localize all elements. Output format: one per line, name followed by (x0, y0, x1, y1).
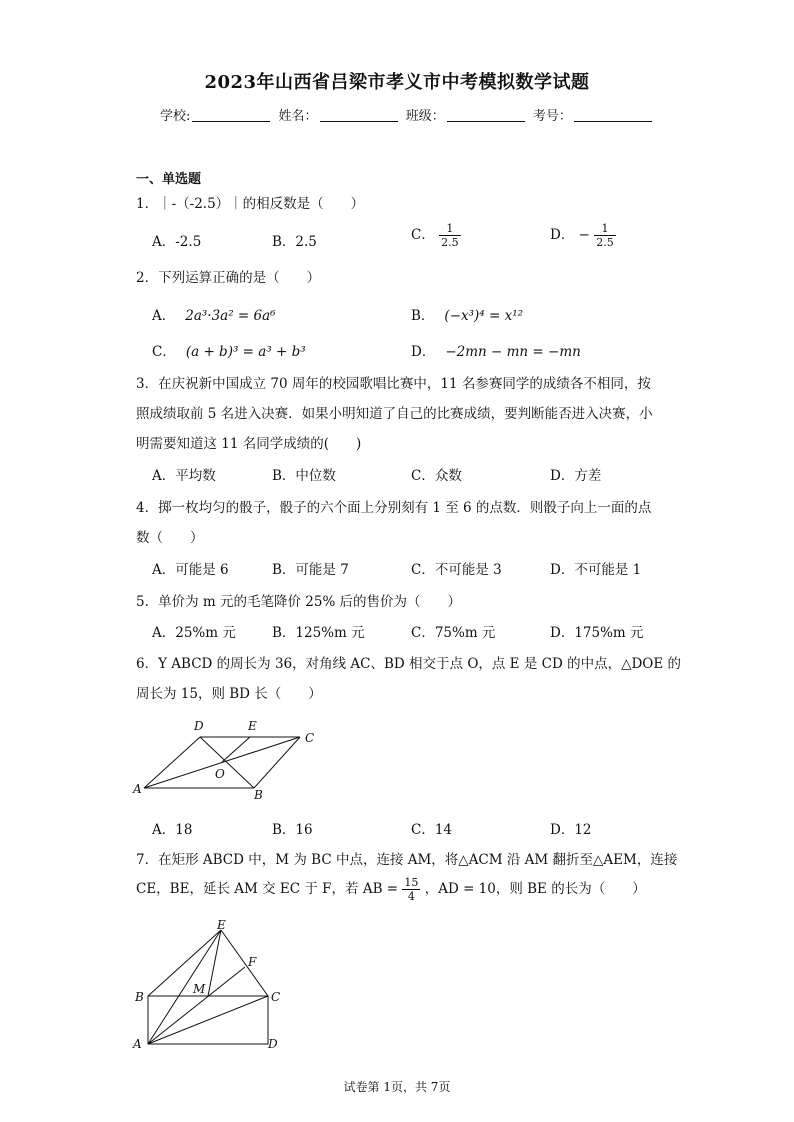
q1-option-c (411, 222, 461, 249)
q1-option-d-fraction (594, 222, 616, 249)
fraction-denominator: 2.5 (596, 236, 614, 249)
q3-line-1: 3．在庆祝新中国成立 70 周年的校园歌唱比赛中，11 名参赛同学的成绩各不相同，按 (136, 376, 651, 392)
name-label: 姓名： (278, 109, 318, 124)
q3-option-d: D．方差 (550, 468, 602, 484)
q4-option-b: B．可能是 7 (272, 562, 349, 578)
number-blank (574, 109, 652, 122)
q2-option-a-expr: 2a³·3a² = 6a⁶ (185, 308, 276, 324)
q3-option-b: B．中位数 (272, 468, 336, 484)
q5-option-b: B．125%m 元 (272, 625, 365, 641)
point-label-e: E (248, 719, 257, 733)
q2-option-b-label: B． (411, 308, 435, 324)
point-label-o: O (215, 767, 225, 781)
q5-option-a: A．25%m 元 (152, 625, 236, 641)
q5-option-d: D．175%m 元 (550, 625, 644, 641)
point-label-d: D (194, 719, 204, 733)
q1-option-c-fraction (439, 222, 461, 249)
q4-line-1: 4．掷一枚均匀的骰子，骰子的六个面上分别刻有 1 至 6 的点数．则骰子向上一面的点 (136, 500, 652, 516)
q2-option-c (152, 340, 306, 360)
q2-option-a-label: A． (152, 308, 176, 324)
point-label-b: B (254, 788, 263, 802)
q7-ab-fraction (402, 876, 420, 903)
fraction-denominator: 2.5 (441, 236, 459, 249)
point-label-m: M (193, 982, 206, 996)
q1-option-a: A．-2.5 (152, 234, 202, 250)
q6-option-d: D．12 (550, 822, 592, 838)
q3-line-3: 明需要知道这 11 名同学成绩的( ) (136, 436, 362, 452)
q6-option-c: C．14 (411, 822, 453, 838)
q5-option-c: C．75%m 元 (411, 625, 496, 641)
point-label-c: C (271, 990, 281, 1004)
class-blank (447, 109, 525, 122)
segment-AF (148, 967, 245, 1044)
class-label: 班级： (405, 109, 445, 124)
side-AD (144, 737, 200, 788)
q2-option-b-expr: (−x³)⁴ = x¹² (444, 308, 524, 324)
q2-option-b (411, 304, 523, 324)
point-label-e: E (217, 918, 226, 932)
point-label-a: A (133, 1037, 142, 1051)
page-footer: 试卷第 1页，共 7页 (343, 1080, 451, 1094)
name-blank (320, 109, 398, 122)
q1-option-d (550, 222, 616, 249)
number-label: 考号： (532, 109, 572, 124)
q2-option-c-expr: (a + b)³ = a³ + b³ (185, 344, 306, 360)
fraction-denominator: 4 (407, 890, 415, 903)
parallelogram-figure (130, 712, 330, 804)
q4-line-2: 数（ ） (136, 530, 204, 546)
fraction-numerator: 1 (594, 222, 616, 236)
q6-line-1: 6．Y ABCD 的周长为 36，对角线 AC、BD 相交于点 O，点 E 是 CD 的中点，△DOE 的 (136, 656, 681, 672)
q6-option-a: A．18 (152, 822, 193, 838)
q1-option-b: B．2.5 (272, 234, 317, 250)
rectangle-fold-figure (128, 918, 298, 1056)
school-blank (192, 109, 270, 122)
q5-stem: 5．单价为 m 元的毛笔降价 25% 后的售价为（ ） (136, 594, 462, 610)
q4-option-a: A．可能是 6 (152, 562, 229, 578)
school-label: 学校: (160, 109, 191, 124)
student-info-line (160, 105, 656, 124)
q2-stem: 2．下列运算正确的是（ ） (136, 270, 321, 286)
segment-AC (148, 996, 268, 1044)
q2-option-c-label: C． (152, 344, 176, 360)
q3-line-2: 照成绩取前 5 名进入决赛．如果小明知道了自己的比赛成绩，要判断能否进入决赛，小 (136, 406, 653, 422)
fraction-numerator: 1 (439, 222, 461, 236)
q3-option-c: C．众数 (411, 468, 462, 484)
q6-line-2: 周长为 15，则 BD 长（ ） (136, 686, 322, 702)
point-label-f: F (248, 955, 257, 969)
point-label-b: B (135, 990, 144, 1004)
q7-line-1: 7．在矩形 ABCD 中，M 为 BC 中点，连接 AM，将△ACM 沿 AM 翻折至△AEM，连接 (136, 852, 678, 868)
q2-option-d-expr: −2mn − mn = −mn (445, 344, 581, 360)
q1-option-c-label: C． (411, 227, 435, 243)
q6-option-b: B．16 (272, 822, 313, 838)
fraction-numerator: 15 (404, 876, 419, 889)
diagonal-BD (200, 737, 254, 788)
point-label-d: D (268, 1037, 278, 1051)
q7-line-2-pre: CE，BE，延长 AM 交 EC 于 F，若 AB = (136, 881, 399, 897)
q1-option-d-label: D． (550, 227, 575, 243)
q7-line-2-post: ，AD = 10，则 BE 的长为（ ） (424, 881, 646, 897)
q3-option-a: A．平均数 (152, 468, 216, 484)
q4-option-c: C．不可能是 3 (411, 562, 502, 578)
q7-line-2 (136, 876, 646, 903)
point-label-a: A (133, 782, 142, 796)
q2-option-d (411, 340, 581, 360)
q2-option-d-label: D． (411, 344, 436, 360)
q1-stem: 1．｜-（-2.5）｜的相反数是（ ） (136, 196, 365, 212)
section-heading: 一、单选题 (136, 172, 202, 187)
segment-EC (221, 930, 268, 996)
q4-option-d: D．不可能是 1 (550, 562, 642, 578)
minus-sign: − (578, 227, 590, 243)
page-title: 2023年山西省吕梁市孝义市中考模拟数学试题 (204, 72, 590, 93)
point-label-c: C (305, 731, 315, 745)
q2-option-a (152, 304, 276, 324)
